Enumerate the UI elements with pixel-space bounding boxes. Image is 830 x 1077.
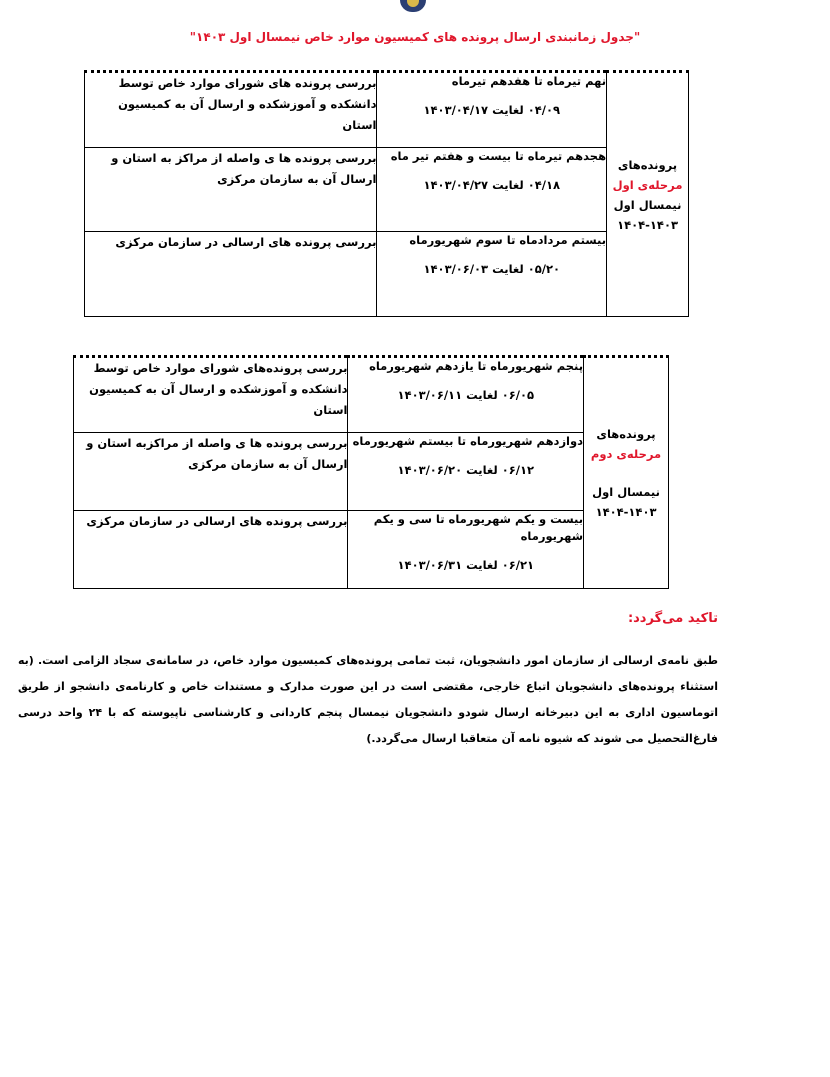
date-cell bbox=[377, 72, 607, 148]
date-cell bbox=[348, 511, 584, 589]
date-title: پنجم شهریورماه تا یازدهم شهریورماه bbox=[369, 359, 584, 373]
stage-number-label: مرحله‌ی اول bbox=[612, 177, 683, 192]
stage-label-line: پرونده‌های bbox=[596, 427, 656, 441]
document-title: "جدول زمانبندی ارسال پرونده های کمیسیون موارد خاص نیمسال اول ۱۴۰۳" bbox=[189, 30, 641, 44]
table-row bbox=[74, 511, 669, 589]
date-range: ۰۶/۱۲ لغایت ۱۴۰۳/۰۶/۲۰ bbox=[397, 463, 535, 477]
stage1-schedule-table bbox=[84, 70, 689, 317]
activity-cell: بررسی پرونده های ارسالی در سازمان مرکزی bbox=[85, 232, 377, 317]
date-cell bbox=[377, 232, 607, 317]
date-range: ۰۴/۱۸ لغایت ۱۴۰۳/۰۴/۲۷ bbox=[423, 178, 560, 192]
academic-year-label: ۱۴۰۴-۱۴۰۳ bbox=[617, 217, 678, 232]
table-row bbox=[74, 357, 669, 433]
stage-label-cell bbox=[607, 72, 689, 317]
activity-cell: بررسی پرونده ها ی واصله از مراکز به استان و ارسال آن به سازمان مرکزی bbox=[85, 148, 377, 232]
date-title: دوازدهم شهریورماه تا بیستم شهریورماه bbox=[352, 434, 584, 448]
date-range: ۰۶/۰۵ لغایت ۱۴۰۳/۰۶/۱۱ bbox=[397, 388, 535, 402]
stage-label-cell bbox=[584, 357, 669, 589]
activity-cell: بررسی پرونده‌های شورای موارد خاص توسط دانشکده و آموزشکده و ارسال آن به کمیسیون استان bbox=[74, 357, 348, 433]
activity-cell: بررسی پرونده های ارسالی در سازمان مرکزی bbox=[74, 511, 348, 589]
table-row bbox=[74, 433, 669, 511]
date-title: هجدهم تیرماه تا بیست و هفتم تیر ماه bbox=[390, 149, 607, 163]
table-row bbox=[85, 72, 689, 148]
date-cell bbox=[377, 148, 607, 232]
table-row bbox=[85, 232, 689, 317]
logo-emblem bbox=[400, 0, 426, 12]
date-range: ۰۴/۰۹ لغایت ۱۴۰۳/۰۴/۱۷ bbox=[423, 103, 560, 117]
date-title: بیستم مردادماه تا سوم شهریورماه bbox=[409, 233, 607, 247]
date-title: بیست و یکم شهریورماه تا سی و یکم شهریورماه bbox=[373, 512, 584, 543]
activity-cell: بررسی پرونده ها ی واصله از مراکزبه استان و ارسال آن به سازمان مرکزی bbox=[74, 433, 348, 511]
academic-year-label: ۱۴۰۴-۱۴۰۳ bbox=[595, 505, 657, 519]
semester-label: نیمسال اول bbox=[613, 197, 682, 212]
date-range: ۰۵/۲۰ لغایت ۱۴۰۳/۰۶/۰۳ bbox=[423, 262, 560, 276]
date-cell bbox=[348, 433, 584, 511]
date-title: نهم تیرماه تا هفدهم تیرماه bbox=[451, 74, 607, 88]
stage-number-label: مرحله‌ی دوم bbox=[590, 447, 662, 461]
table-row bbox=[85, 148, 689, 232]
activity-cell: بررسی پرونده های شورای موارد خاص توسط دانشکده و آموزشکده و ارسال آن به کمیسیون استان bbox=[85, 72, 377, 148]
date-range: ۰۶/۲۱ لغایت ۱۴۰۳/۰۶/۳۱ bbox=[397, 558, 535, 572]
stage2-schedule-table bbox=[73, 355, 669, 589]
date-cell bbox=[348, 357, 584, 433]
semester-label: نیمسال اول bbox=[592, 485, 660, 499]
stage-label-line: پرونده‌های bbox=[617, 157, 678, 172]
note-heading: تاکید می‌گردد: bbox=[627, 611, 718, 626]
note-body: طبق نامه‌ی ارسالی از سازمان امور دانشجویان، ثبت تمامی پرونده‌های کمیسیون موارد خاص، در سامانه‌ی سجاد الزامی است. (به استثناء پرونده‌های دانشجویان اتباع خارجی، مقتضی است در این صورت مدارک و مستندات خاص و کارنامه‌ی دانشجو از طریق اتوماسیون اداری به این دبیرخانه ارسال شودو دانشجویان نیمسال پنجم کاردانی و کارشناسی ناپیوسته که با ۲۴ واحد درسی فارغ‌التحصیل می شوند که شیوه نامه آن متعاقبا ارسال می‌گردد.) bbox=[18, 654, 718, 745]
